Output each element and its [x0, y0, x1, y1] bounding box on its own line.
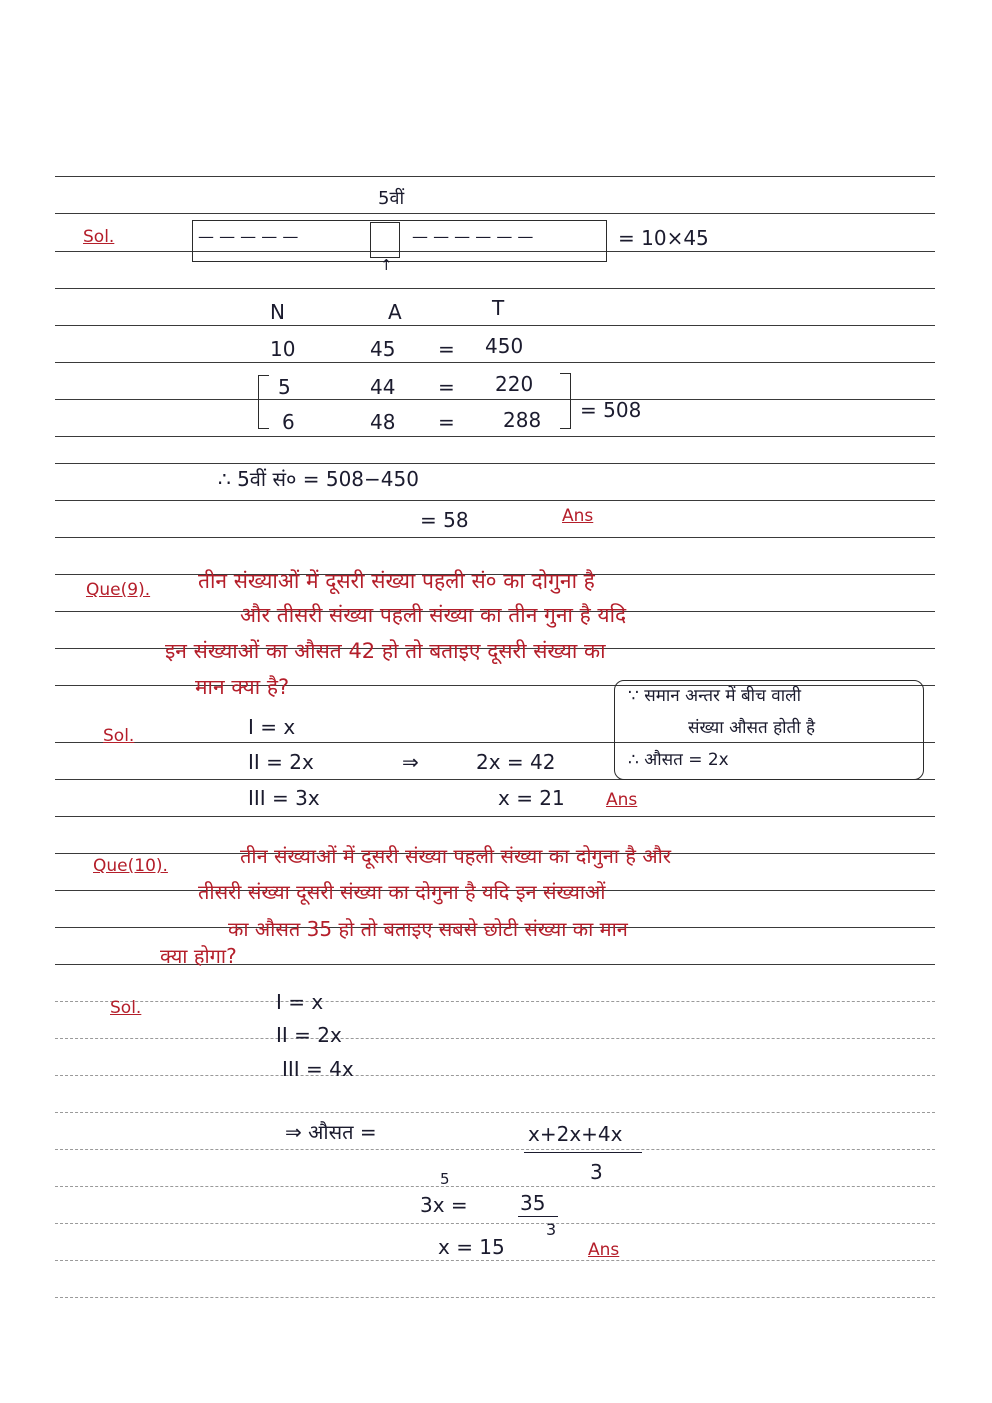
q10-step-numerator: 35: [520, 1191, 546, 1215]
q8-left-bracket: [258, 375, 269, 429]
q9-text-line4: मान क्या है?: [195, 675, 290, 699]
q8-row3-a: 48: [370, 410, 396, 434]
rule-line: [55, 1186, 935, 1187]
q8-row2-n: 5: [278, 375, 291, 399]
q9-text-line3: इन संख्याओं का औसत 42 हो तो बताइए दूसरी संख्या का: [165, 639, 606, 663]
q10-step1: I = x: [276, 990, 324, 1014]
q9-step1: I = x: [248, 715, 296, 739]
rule-line: [55, 325, 935, 326]
q9-step2: II = 2x: [248, 750, 314, 774]
q10-avg-lhs: ⇒ औसत =: [285, 1120, 377, 1144]
q8-header-n: N: [270, 300, 285, 324]
rule-line: [55, 1149, 935, 1150]
q9-eq1: 2x = 42: [476, 750, 556, 774]
q10-avg-denominator: 3: [590, 1160, 603, 1184]
q10-text-line2: तीसरी संख्या दूसरी संख्या का दोगुना है यदि इन संख्याओं: [198, 880, 606, 904]
q9-step3: III = 3x: [248, 786, 320, 810]
q10-step2: II = 2x: [276, 1023, 342, 1047]
rule-line: [55, 213, 935, 214]
q9-note-line3: ∴ औसत = 2x: [628, 750, 729, 770]
q8-diagram-rhs: = 10×45: [618, 226, 709, 250]
q10-avg-fraction-bar: [524, 1152, 642, 1153]
q8-row2-t: 220: [495, 372, 534, 396]
q10-answer-mark: Ans: [588, 1240, 620, 1260]
q8-answer-mark: Ans: [562, 506, 594, 526]
q10-step3: III = 4x: [282, 1057, 354, 1081]
q8-row3-eq: =: [438, 410, 455, 434]
q9-label: Que(9).: [86, 580, 151, 600]
rule-line: [55, 816, 935, 817]
q9-note-line2: संख्या औसत होती है: [688, 718, 816, 738]
q10-text-line1: तीन संख्याओं में दूसरी संख्या पहली संख्या का दोगुना है और: [240, 844, 672, 868]
q8-result-line2: = 58: [420, 508, 469, 532]
q8-right-bracket: [560, 373, 571, 429]
q10-final: x = 15: [438, 1235, 505, 1259]
up-arrow-icon: ↑: [380, 256, 393, 274]
rule-line: [55, 399, 935, 400]
q10-avg-numerator: x+2x+4x: [528, 1122, 623, 1146]
q8-diagram-marked-slot: [370, 222, 400, 258]
q9-answer-mark: Ans: [606, 790, 638, 810]
q9-note-line1: ∵ समान अन्तर में बीच वाली: [628, 686, 802, 706]
q9-sol-label: Sol.: [103, 726, 135, 746]
q10-label: Que(10).: [93, 856, 168, 876]
rule-line: [55, 176, 935, 177]
rule-line: [55, 362, 935, 363]
q8-row1-a: 45: [370, 337, 396, 361]
q8-result-line1: ∴ 5वीं सं० = 508−450: [218, 467, 419, 491]
q8-row1-t: 450: [485, 334, 524, 358]
q10-step-lhs: 3x =: [420, 1193, 468, 1217]
q8-row2-eq: =: [438, 375, 455, 399]
q8-row1-n: 10: [270, 337, 296, 361]
rule-line: [55, 463, 935, 464]
rule-line: [55, 537, 935, 538]
rule-line: [55, 1260, 935, 1261]
rule-line: [55, 500, 935, 501]
q8-row2-a: 44: [370, 375, 396, 399]
q10-step-fraction-bar: [518, 1216, 558, 1217]
rule-line: [55, 1223, 935, 1224]
q10-sol-label: Sol.: [110, 998, 142, 1018]
q9-text-line1: तीन संख्याओं में दूसरी संख्या पहली सं० का दोगुना है: [198, 569, 595, 593]
rule-line: [55, 1075, 935, 1076]
rule-line: [55, 1112, 935, 1113]
rule-line: [55, 1001, 935, 1002]
q10-step-denominator: 3: [546, 1220, 557, 1239]
q8-row1-eq: =: [438, 337, 455, 361]
q10-step-cancel: 5: [440, 1170, 450, 1188]
q10-text-line4: क्या होगा?: [160, 944, 237, 968]
rule-line: [55, 1038, 935, 1039]
q8-diagram-top-label: 5वीं: [378, 188, 405, 209]
q8-row3-n: 6: [282, 410, 295, 434]
rule-line: [55, 436, 935, 437]
q8-bracket-total: = 508: [580, 398, 642, 422]
q8-sol-label: Sol.: [83, 227, 115, 247]
q9-eq2: x = 21: [498, 786, 565, 810]
q10-text-line3: का औसत 35 हो तो बताइए सबसे छोटी संख्या का मान: [228, 917, 628, 941]
q9-text-line2: और तीसरी संख्या पहली संख्या का तीन गुना है यदि: [240, 603, 627, 627]
q8-header-t: T: [492, 296, 505, 320]
rule-line: [55, 1297, 935, 1298]
rule-line: [55, 288, 935, 289]
q8-diagram-left-dashes: — — — — —: [198, 227, 299, 246]
q9-implies: ⇒: [402, 750, 419, 774]
q8-header-a: A: [388, 300, 402, 324]
q8-diagram-right-dashes: — — — — — —: [412, 227, 534, 246]
q8-row3-t: 288: [503, 408, 542, 432]
